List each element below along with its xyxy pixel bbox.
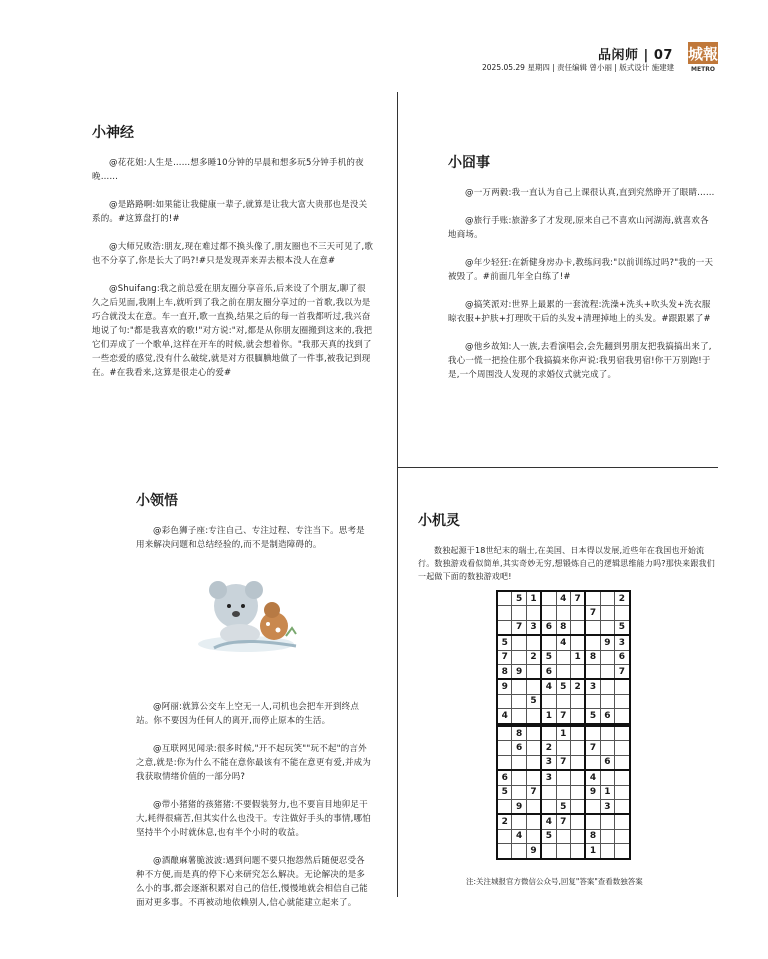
sudoku-cell (570, 726, 585, 741)
sudoku-cell (556, 606, 570, 620)
sudoku-cell: 5 (615, 620, 630, 635)
sudoku-cell: 9 (497, 679, 512, 694)
sudoku-cell (615, 726, 630, 741)
sudoku-cell: 3 (526, 620, 541, 635)
post: @彩色狮子座:专注自己、专注过程、专注当下。思考是用来解决问题和总结经验的,而不是制造障碍的。 (136, 526, 365, 550)
sudoku-cell: 9 (512, 664, 526, 679)
sudoku-cell (615, 741, 630, 755)
sudoku-grid-1 (496, 590, 631, 725)
sudoku-cell (556, 741, 570, 755)
section-title: 小囧事 (448, 155, 490, 171)
sudoku-cell (497, 844, 512, 859)
sudoku-cell (556, 785, 570, 799)
post: @他乡故知:人一族,去看演唱会,会先翻到男朋友把我搞搞出来了,我心一慌一把捡住那个我搞搞来你声说:我男宿我男宿!你干万别跑!于是,一个周围没人发现的求婚仪式就完成了。 (448, 342, 712, 380)
sudoku-cell: 7 (556, 814, 570, 829)
sudoku-cell (541, 635, 556, 650)
sudoku-cell (600, 620, 614, 635)
sudoku-cell (570, 799, 585, 814)
sudoku-cell: 1 (600, 785, 614, 799)
sudoku-cell (615, 770, 630, 785)
sudoku-cell: 8 (512, 726, 526, 741)
sudoku-cell (497, 829, 512, 843)
sudoku-cell: 2 (541, 741, 556, 755)
sudoku-cell (585, 814, 600, 829)
sudoku-cell: 8 (497, 664, 512, 679)
section-xiaojiongshi (448, 152, 716, 396)
sudoku-cell: 7 (512, 620, 526, 635)
sudoku-cell (512, 785, 526, 799)
sudoku-cell: 7 (526, 785, 541, 799)
sudoku-cell (556, 664, 570, 679)
post: @带小猪猪的孩猪猪:不要假装努力,也不要盲目地卯足干大,耗得很痛苦,但其实什么也没干。专注做好手头的事情,哪怕坚持半个小时就休息,也有半个小时的收益。 (136, 800, 371, 838)
sudoku-cell (615, 755, 630, 770)
sudoku-cell: 1 (541, 709, 556, 724)
sudoku-cell: 3 (600, 799, 614, 814)
logo-sub: METRO (691, 66, 715, 72)
sudoku-cell (615, 814, 630, 829)
sudoku-cell (497, 741, 512, 755)
sudoku-cell: 2 (526, 650, 541, 664)
sudoku-cell: 7 (556, 709, 570, 724)
sudoku-cell (570, 741, 585, 755)
sudoku-cell (526, 799, 541, 814)
sudoku-cell (526, 606, 541, 620)
section-title: 小领悟 (136, 493, 178, 509)
sudoku-cell (600, 726, 614, 741)
sudoku-cell (585, 591, 600, 606)
sudoku-cell: 4 (512, 829, 526, 843)
sudoku-cell (615, 606, 630, 620)
sudoku-cell (585, 635, 600, 650)
section-xiaojiling (418, 510, 718, 597)
sudoku-cell (526, 770, 541, 785)
sudoku-cell: 5 (541, 829, 556, 843)
sudoku-cell (541, 799, 556, 814)
sudoku-cell (585, 694, 600, 708)
sudoku-cell: 7 (556, 755, 570, 770)
koala-illustration (136, 566, 372, 662)
sudoku-cell: 1 (526, 591, 541, 606)
sudoku-cell (512, 679, 526, 694)
sudoku-cell (541, 606, 556, 620)
section-name: 品闲师 (598, 48, 639, 63)
sudoku-cell: 1 (556, 726, 570, 741)
page-section-title (598, 44, 673, 63)
sudoku-cell: 4 (497, 709, 512, 724)
post: @年少轻狂:在新健身房办卡,教练问我:"以前训练过吗?"我的一天被毁了。#前面几年全白练了!# (448, 258, 714, 282)
sudoku-cell: 5 (541, 650, 556, 664)
sudoku-cell: 4 (541, 679, 556, 694)
sudoku-cell: 7 (570, 591, 585, 606)
sudoku-cell: 3 (541, 755, 556, 770)
sudoku-cell (512, 814, 526, 829)
sudoku-cell: 7 (497, 650, 512, 664)
sudoku-cell (615, 694, 630, 708)
sudoku-cell: 5 (556, 679, 570, 694)
sudoku-cell (615, 785, 630, 799)
column-divider (397, 467, 398, 897)
sudoku-cell (556, 829, 570, 843)
sudoku-cell: 2 (615, 591, 630, 606)
sudoku-cell (600, 844, 614, 859)
sudoku-cell (512, 694, 526, 708)
sudoku-cell (600, 664, 614, 679)
sudoku-cell (526, 664, 541, 679)
post: @大师兄败浩:朋友,现在难过都不换头像了,朋友圈也不三天可见了,歌也不分享了,你是长大了吗?!#只是发现弄来弄去根本没人在意# (92, 242, 374, 266)
post: @一万两毅:我一直认为自己上课很认真,直到究然睁开了眼睛…… (465, 188, 715, 198)
sudoku-cell (497, 799, 512, 814)
sudoku-cell (585, 755, 600, 770)
sudoku-cell (526, 679, 541, 694)
post: @花花姐:人生是……想多睡10分钟的早晨和想多玩5分钟手机的夜晚…… (92, 158, 364, 182)
sudoku-cell: 5 (497, 785, 512, 799)
sudoku-cell (497, 755, 512, 770)
sudoku-cell (526, 635, 541, 650)
sudoku-cell: 9 (512, 799, 526, 814)
sudoku-cell (512, 755, 526, 770)
sudoku-cell: 6 (600, 755, 614, 770)
sudoku-cell (600, 591, 614, 606)
sudoku-cell (615, 709, 630, 724)
sudoku-cell: 3 (585, 679, 600, 694)
sudoku-cell (615, 679, 630, 694)
sudoku-cell (570, 694, 585, 708)
sudoku-cell (512, 606, 526, 620)
sudoku-cell (600, 770, 614, 785)
sudoku-cell (497, 694, 512, 708)
post: @Shuifang:我之前总爱在朋友圈分享音乐,后来设了个朋友,聊了很久之后见面,我刚上车,就听到了我之前在朋友圈分享过的一首歌,我以为是巧合就没太在意。车一直开,歌一直换,结果之后的每一首我都听过,我兴奋地说了句:"都是我喜欢的歌!"对方说:"对,都是从你朋友圈搬到这来的,我把它们弄成了一个歌单,这样在开车的时候,就会想着你。"我那天真的找到了一些恋爱的感觉,没有什么破绽,就是对方很腼腆地做了一件事,被我记到现在。#在我看来,这算是很走心的爱# (92, 284, 373, 378)
sudoku-cell (570, 635, 585, 650)
sudoku-cell (600, 829, 614, 843)
sudoku-cell (541, 785, 556, 799)
sudoku-cell: 7 (585, 741, 600, 755)
sudoku-cell (512, 709, 526, 724)
sudoku-cell: 6 (615, 650, 630, 664)
sudoku-cell (556, 844, 570, 859)
sudoku-cell (570, 606, 585, 620)
sudoku-cell: 9 (585, 785, 600, 799)
sudoku-cell (526, 709, 541, 724)
sudoku-cell (585, 799, 600, 814)
sudoku-cell (497, 620, 512, 635)
sudoku-cell: 5 (497, 635, 512, 650)
sudoku-cell (570, 785, 585, 799)
sudoku-cell: 6 (541, 664, 556, 679)
sudoku-cell (497, 726, 512, 741)
sudoku-cell (600, 679, 614, 694)
sudoku-cell: 4 (556, 635, 570, 650)
post: @搞笑派对:世界上最累的一套流程:洗澡+洗头+吹头发+洗衣服晾衣服+护肤+打理吹干后的头发+清理掉地上的头发。#跟跟累了# (448, 300, 711, 324)
divider: | (643, 48, 654, 63)
sudoku-cell: 2 (497, 814, 512, 829)
sudoku-cell: 4 (556, 591, 570, 606)
sudoku-cell (600, 694, 614, 708)
sudoku-cell: 3 (615, 635, 630, 650)
sudoku-cell: 6 (512, 741, 526, 755)
sudoku-cell (600, 741, 614, 755)
sudoku-cell (526, 814, 541, 829)
sudoku-footnote: 注:关注城报官方微信公众号,回复"答案"查看数独答案 (466, 877, 643, 886)
sudoku-cell: 7 (615, 664, 630, 679)
post: @阿丽:就算公交车上空无一人,司机也会把车开到终点站。你不要因为任何人的离开,而停止原本的生活。 (136, 702, 360, 726)
sudoku-cell: 4 (541, 814, 556, 829)
logo-text: 城報 (688, 45, 718, 63)
column-divider (397, 92, 398, 467)
sudoku-cell: 8 (585, 829, 600, 843)
sudoku-cell: 9 (526, 844, 541, 859)
sudoku-cell (570, 664, 585, 679)
post: @酒酿麻薯脆波波:遇到问题不要只抱怨然后随便忍受各种不方便,而是真的停下心来研究怎么解决。无论解决的是多么小的事,都会逐渐积累对自己的信任,慢慢地就会相信自己能面对更多事。不再被动地依赖别人,信心就能建立起来了。 (136, 856, 369, 908)
sudoku-cell (570, 709, 585, 724)
section-xiaolingwu (136, 490, 372, 924)
sudoku-cell (585, 726, 600, 741)
sudoku-cell (615, 799, 630, 814)
sudoku-cell (512, 770, 526, 785)
sudoku-cell (497, 606, 512, 620)
sudoku-cell (570, 620, 585, 635)
sudoku-cell (512, 635, 526, 650)
sudoku-cell (526, 726, 541, 741)
sudoku-cell: 5 (526, 694, 541, 708)
sudoku-cell (512, 650, 526, 664)
sudoku-cell (541, 726, 556, 741)
section-title: 小神经 (92, 125, 134, 141)
post: @是路路啊:如果能让我健康一辈子,就算是让我大富大贵那也是没关系的。#这算盘打的!# (92, 200, 368, 224)
sudoku-cell: 3 (541, 770, 556, 785)
sudoku-cell (526, 829, 541, 843)
sudoku-cell: 4 (585, 770, 600, 785)
sudoku-cell: 8 (556, 620, 570, 635)
sudoku-cell: 6 (600, 709, 614, 724)
sudoku-cell: 7 (585, 606, 600, 620)
sudoku-cell (600, 814, 614, 829)
sudoku-cell (541, 694, 556, 708)
sudoku-cell (585, 664, 600, 679)
sudoku-cell (570, 814, 585, 829)
sudoku-cell (600, 650, 614, 664)
sudoku-cell: 6 (541, 620, 556, 635)
sudoku-cell (570, 755, 585, 770)
sudoku-cell: 1 (570, 650, 585, 664)
sudoku-grid-2 (496, 725, 631, 860)
sudoku-cell (570, 844, 585, 859)
sudoku-cell (615, 829, 630, 843)
newspaper-logo (688, 42, 718, 72)
section-xiaoshenjing (92, 122, 374, 394)
sudoku-cell (541, 591, 556, 606)
sudoku-cell: 5 (512, 591, 526, 606)
sudoku-cell (526, 741, 541, 755)
sudoku-cell: 2 (570, 679, 585, 694)
sudoku-cell (585, 620, 600, 635)
sudoku-cell: 5 (585, 709, 600, 724)
sudoku-cell (600, 606, 614, 620)
sudoku-intro: 数独起源于18世纪末的瑞士,在美国、日本得以发展,近些年在我国也开始流行。数独游戏看似简单,其实奇妙无穷,想锻炼自己的逻辑思维能力吗?那快来跟我们一起做下面的数独游戏吧! (418, 546, 715, 581)
sudoku-cell (512, 844, 526, 859)
sudoku-cell: 5 (556, 799, 570, 814)
sudoku-cell: 6 (497, 770, 512, 785)
sudoku-cell (541, 844, 556, 859)
sudoku-cell (556, 694, 570, 708)
row-divider (397, 467, 718, 468)
header-meta: 2025.05.29 星期四 | 责任编辑 曾小丽 | 版式设计 施建建 (482, 63, 675, 72)
sudoku-cell: 9 (600, 635, 614, 650)
sudoku-cell (497, 591, 512, 606)
post: @互联网见闻录:很多时候,"开不起玩笑""玩不起"的言外之意,就是:你为什么不能在意你最该有不能在意更有爱,并成为我获取情绪价值的一部分吗? (136, 744, 372, 782)
sudoku-cell (526, 755, 541, 770)
sudoku-cell (556, 770, 570, 785)
sudoku-cell (615, 844, 630, 859)
page-number: 07 (653, 48, 673, 63)
post: @旅行手账:旅游多了才发现,原来自己不喜欢山河湖海,就喜欢各地商场。 (448, 216, 709, 240)
sudoku-cell: 1 (585, 844, 600, 859)
sudoku-cell (570, 770, 585, 785)
sudoku-cell (556, 650, 570, 664)
sudoku-cell (570, 829, 585, 843)
section-title: 小机灵 (418, 513, 460, 529)
sudoku-cell: 8 (585, 650, 600, 664)
